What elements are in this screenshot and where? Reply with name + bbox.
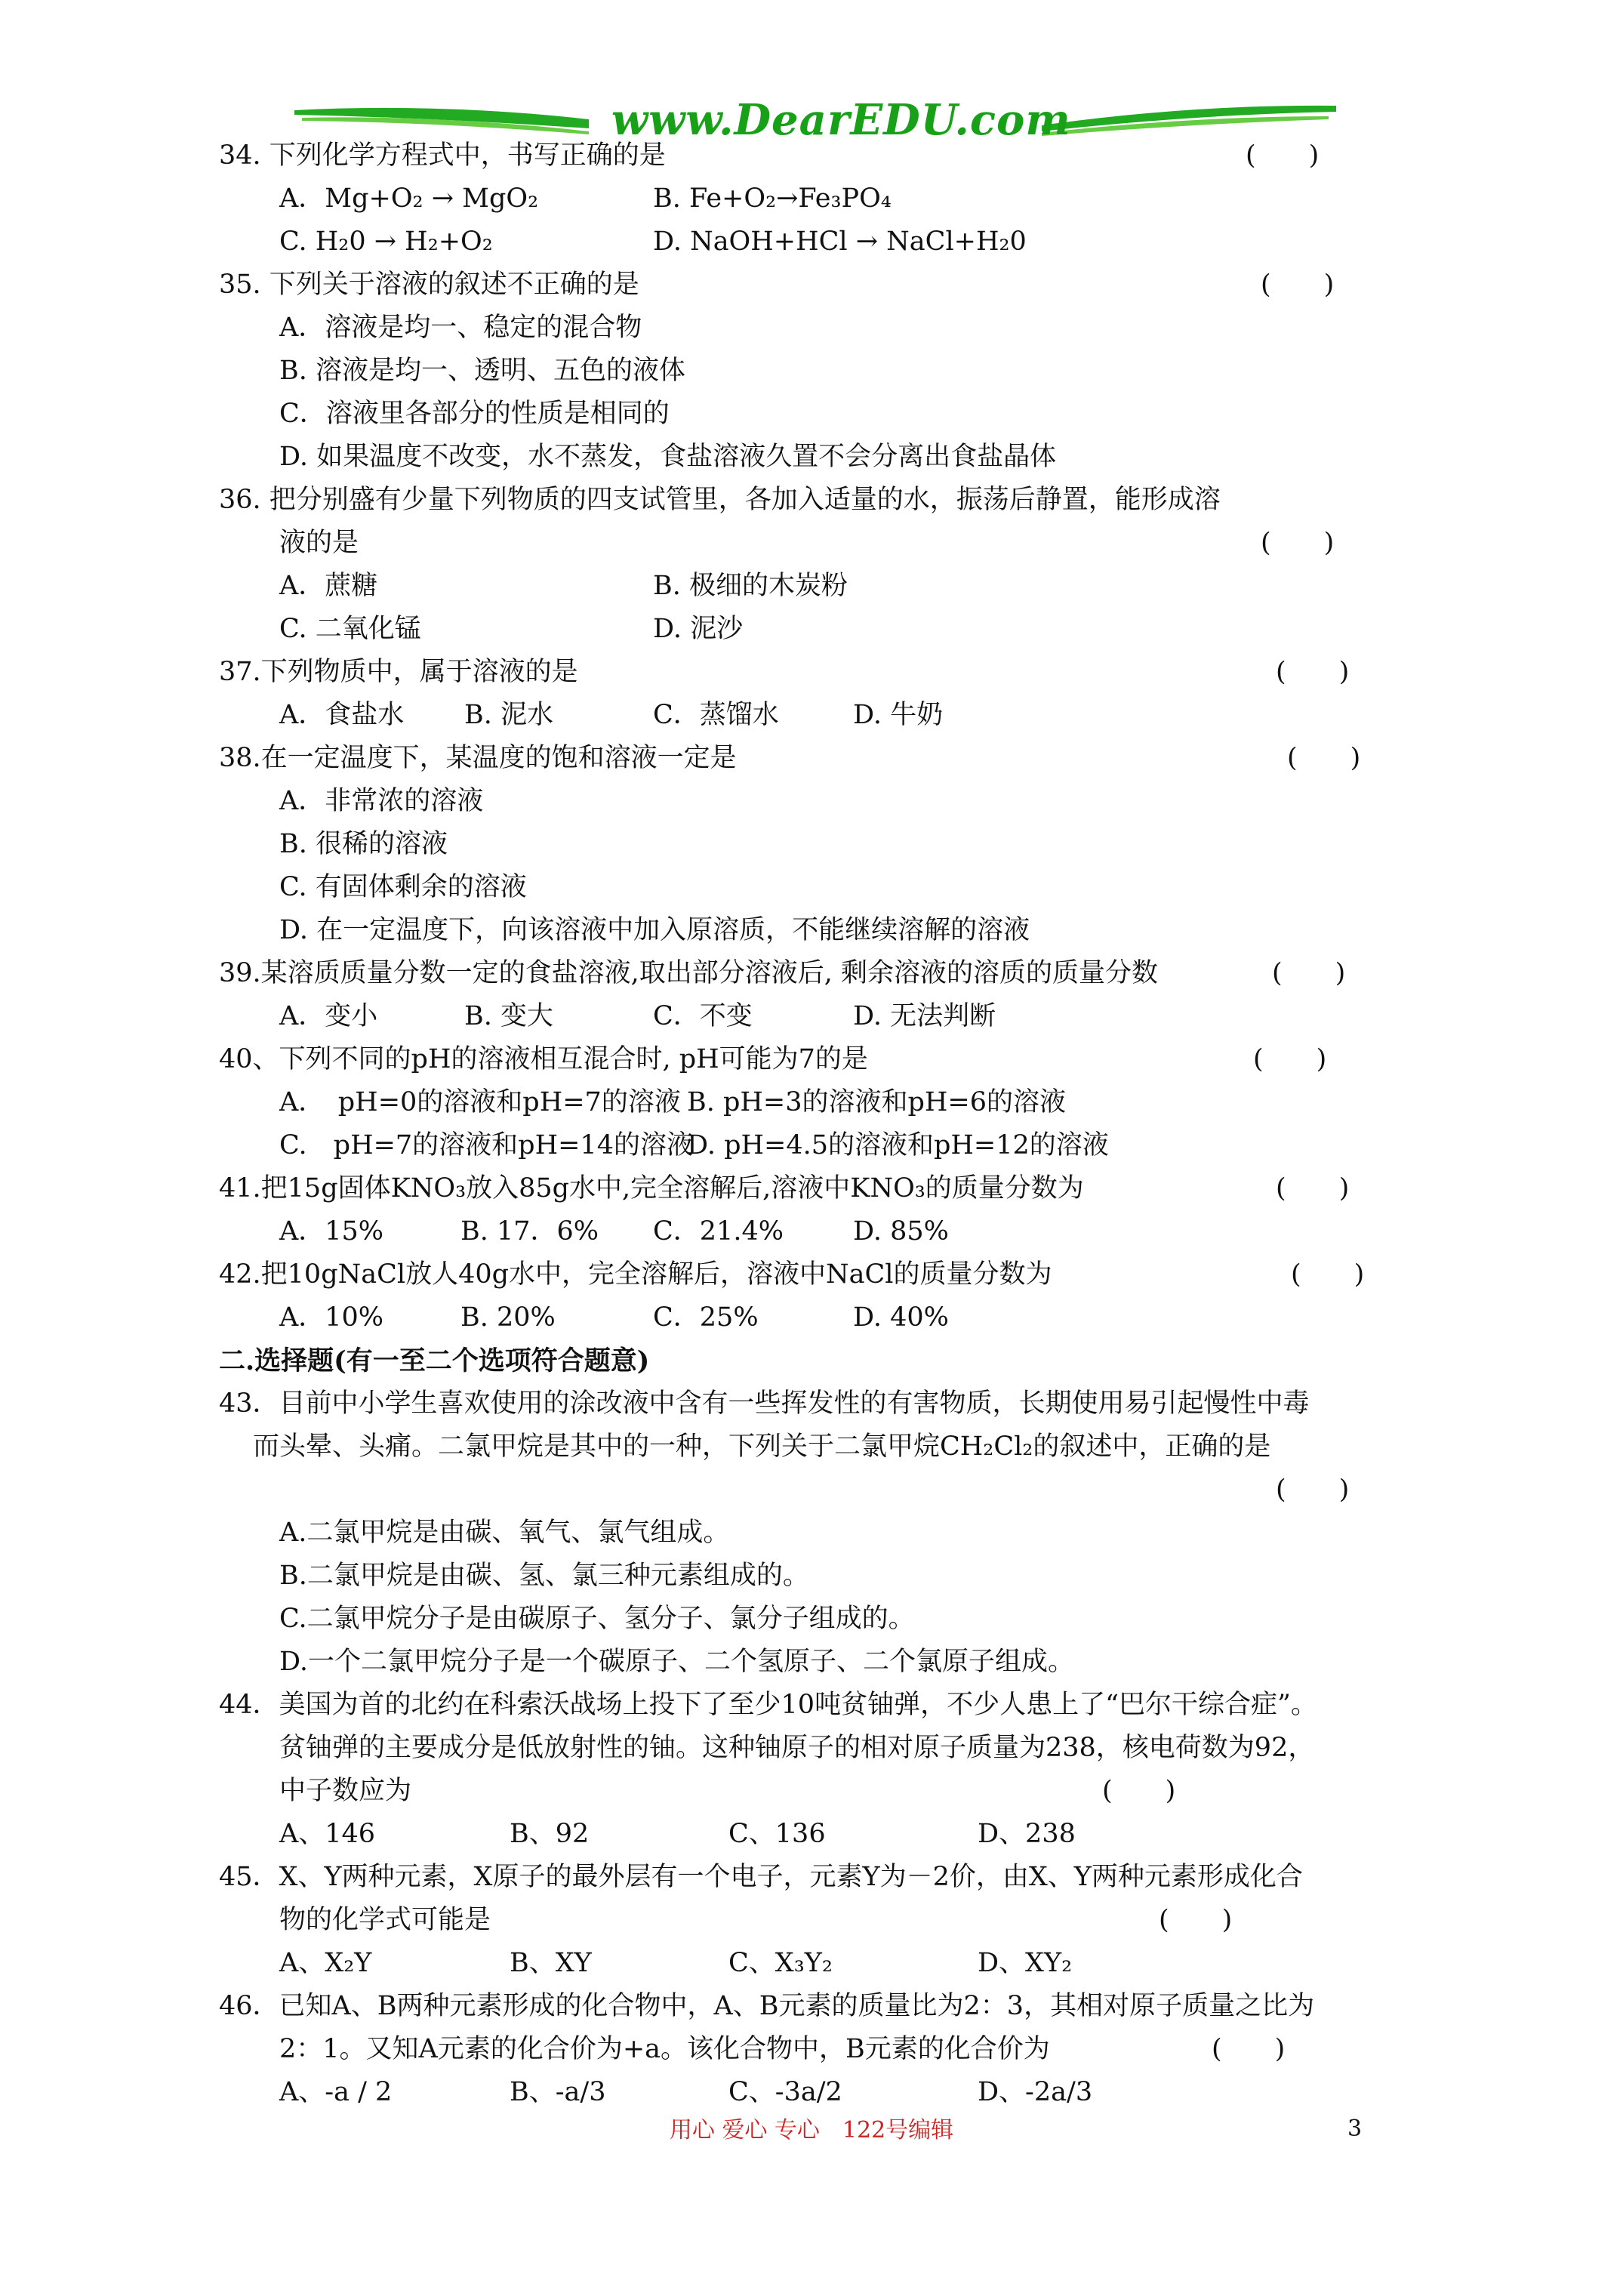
question-35-option-c: C．溶液里各部分的性质是相同的 (279, 399, 670, 429)
question-37-stem: 37.下列物质中，属于溶液的是 ( ) (219, 651, 1427, 694)
option-c: C、136 (728, 1819, 826, 1849)
question-40-options-cd (219, 1124, 1427, 1167)
question-46-stem-cont: 2：1。又知A元素的化合价为+a。该化合物中，B元素的化合价为 ( ) (219, 2028, 1427, 2071)
option-d: D. 40% (853, 1302, 949, 1333)
option-c: C. 二氧化锰 (279, 614, 421, 644)
option-a: A．10% (279, 1302, 384, 1333)
question-46-options (219, 2071, 1427, 2114)
option-c: C．不变 (653, 1001, 753, 1031)
option-c: C. pH=7的溶液和pH=14的溶液 (279, 1130, 693, 1160)
question-43-option-d: D.一个二氯甲烷分子是一个碳原子、二个氢原子、二个氯原子组成。 (279, 1647, 1074, 1677)
option-d: D. 无法判断 (853, 1001, 996, 1031)
question-35-option-b: B. 溶液是均一、透明、五色的液体 (279, 356, 685, 386)
question-39-stem: 39.某溶质质量分数一定的食盐溶液,取出部分溶液后, 剩余溶液的溶质的质量分数 ( ) (219, 952, 1427, 995)
answer-paren: ( ) (1253, 1044, 1327, 1074)
option-c: C、-3a/2 (728, 2077, 842, 2107)
section-2-heading: 二.选择题(有一至二个选项符合题意) (219, 1345, 650, 1376)
option-a: A．Mg+O₂ → MgO₂ (279, 183, 539, 214)
question-45-options (219, 1942, 1427, 1985)
option-d: D. pH=4.5的溶液和pH=12的溶液 (687, 1130, 1109, 1160)
option-a: A．食盐水 (279, 700, 405, 730)
question-34-stem: 34. 下列化学方程式中，书写正确的是 ( ) (219, 134, 1427, 177)
option-b: B. pH=3的溶液和pH=6的溶液 (687, 1087, 1067, 1117)
question-44-stem-cont2: 中子数应为 ( ) (219, 1770, 1427, 1813)
option-c: C．21.4% (653, 1216, 784, 1247)
question-43-stem-cont: 而头晕、头痛。二氯甲烷是其中的一种，下列关于二氯甲烷CH₂Cl₂的叙述中，正确的是 (253, 1432, 1271, 1462)
option-b: B. 变大 (464, 1001, 553, 1031)
exam-content (219, 134, 1427, 2114)
answer-paren: ( ) (1291, 1259, 1365, 1290)
question-42-options (219, 1296, 1427, 1339)
answer-paren: ( ) (1261, 270, 1335, 300)
option-a: A．15% (279, 1216, 384, 1247)
question-38-option-b: B. 很稀的溶液 (279, 829, 448, 859)
option-a: A、-a / 2 (279, 2077, 393, 2107)
option-c: C．25% (653, 1302, 759, 1333)
answer-paren: ( ) (1102, 1776, 1176, 1806)
question-34-options-ab (219, 177, 1427, 220)
option-c: C．蒸馏水 (653, 700, 779, 730)
question-36-stem-cont: 液的是 ( ) (219, 522, 1427, 565)
page-number: 3 (1347, 2116, 1363, 2142)
question-35-stem: 35. 下列关于溶液的叙述不正确的是 ( ) (219, 264, 1427, 307)
option-b: B、-a/3 (510, 2077, 606, 2107)
option-b: B. 极细的木炭粉 (653, 571, 848, 601)
option-b: B. Fe+O₂→Fe₃PO₄ (653, 183, 892, 214)
option-d: D、XY₂ (978, 1948, 1073, 1978)
question-43-option-a: A.二氯甲烷是由碳、氧气、氯气组成。 (279, 1518, 730, 1548)
option-d: D、238 (978, 1819, 1076, 1849)
option-a: A．蔗糖 (279, 571, 378, 601)
option-d: D. NaOH+HCl → NaCl+H₂0 (653, 227, 1027, 257)
question-38-option-d: D. 在一定温度下，向该溶液中加入原溶质，不能继续溶解的溶液 (279, 915, 1030, 945)
question-44-stem-cont1: 贫铀弹的主要成分是低放射性的铀。这种铀原子的相对原子质量为238，核电荷数为92， (279, 1733, 1315, 1763)
answer-paren: ( ) (1276, 1173, 1350, 1203)
option-b: B. 20% (460, 1302, 556, 1333)
option-b: B. 泥水 (464, 700, 553, 730)
question-45-stem: 45．X、Y两种元素，X原子的最外层有一个电子，元素Y为－2价，由X、Y两种元素形成化合 (219, 1862, 1303, 1892)
question-40-options-ab (219, 1081, 1427, 1124)
answer-paren: ( ) (1159, 1905, 1233, 1935)
option-d: D. 85% (853, 1216, 949, 1247)
option-a: A．变小 (279, 1001, 378, 1031)
option-a: A、X₂Y (279, 1948, 372, 1978)
question-38-option-a: A．非常浓的溶液 (279, 786, 484, 816)
question-37-options (219, 694, 1427, 737)
question-40-stem: 40、下列不同的pH的溶液相互混合时, pH可能为7的是 ( ) (219, 1038, 1427, 1081)
question-38-stem: 38.在一定温度下，某温度的饱和溶液一定是 ( ) (219, 737, 1427, 780)
answer-paren: ( ) (1287, 743, 1361, 773)
question-41-options (219, 1210, 1427, 1253)
answer-paren: ( ) (1276, 1475, 1350, 1505)
question-39-options (219, 995, 1427, 1038)
answer-paren: ( ) (1246, 140, 1320, 171)
option-b: B. 17．6% (460, 1216, 599, 1247)
option-c: C、X₃Y₂ (728, 1948, 833, 1978)
answer-paren: ( ) (1212, 2034, 1286, 2064)
question-42-stem: 42.把10gNaCl放人40g水中，完全溶解后，溶液中NaCl的质量分数为 ( ) (219, 1253, 1427, 1296)
option-d: D、-2a/3 (978, 2077, 1093, 2107)
answer-paren: ( ) (1272, 958, 1346, 988)
question-36-options-cd (219, 608, 1427, 651)
logo-text: www.DearEDU.com (611, 95, 1071, 145)
footer-text: 用心 爱心 专心 122号编辑 (669, 2117, 954, 2143)
question-35-option-a: A．溶液是均一、稳定的混合物 (279, 313, 642, 343)
question-34-options-cd (219, 220, 1427, 264)
question-43-option-b: B.二氯甲烷是由碳、氢、氯三种元素组成的。 (279, 1561, 809, 1591)
question-44-options (219, 1813, 1427, 1856)
question-43-paren-line (219, 1469, 1427, 1512)
question-35-option-d: D. 如果温度不改变，水不蒸发，食盐溶液久置不会分离出食盐晶体 (279, 442, 1057, 472)
question-38-option-c: C. 有固体剩余的溶液 (279, 872, 527, 902)
question-44-stem: 44．美国为首的北约在科索沃战场上投下了至少10吨贫铀弹，不少人患上了“巴尔干综合症”。 (219, 1690, 1317, 1720)
question-43-option-c: C.二氯甲烷分子是由碳原子、氢分子、氯分子组成的。 (279, 1604, 915, 1634)
option-a: A、146 (279, 1819, 376, 1849)
option-d: D. 牛奶 (853, 700, 944, 730)
question-36-options-ab (219, 565, 1427, 608)
answer-paren: ( ) (1276, 657, 1350, 687)
option-d: D. 泥沙 (653, 614, 744, 644)
question-46-stem: 46．已知A、B两种元素形成的化合物中，A、B元素的质量比为2：3，其相对原子质量之比为 (219, 1991, 1315, 2021)
question-45-stem-cont: 物的化学式可能是 ( ) (219, 1899, 1427, 1942)
question-43-stem: 43．目前中小学生喜欢使用的涂改液中含有一些挥发性的有害物质，长期使用易引起慢性中毒 (219, 1388, 1310, 1419)
answer-paren: ( ) (1261, 528, 1335, 558)
option-c: C. H₂0 → H₂+O₂ (279, 227, 493, 257)
option-b: B、92 (510, 1819, 590, 1849)
question-41-stem: 41.把15g固体KNO₃放入85g水中,完全溶解后,溶液中KNO₃的质量分数为 ( ) (219, 1167, 1427, 1210)
option-a: A． pH=0的溶液和pH=7的溶液 (279, 1087, 681, 1117)
question-36-stem: 36. 把分别盛有少量下列物质的四支试管里，各加入适量的水，振荡后静置，能形成溶 (219, 485, 1221, 515)
option-b: B、XY (510, 1948, 592, 1978)
